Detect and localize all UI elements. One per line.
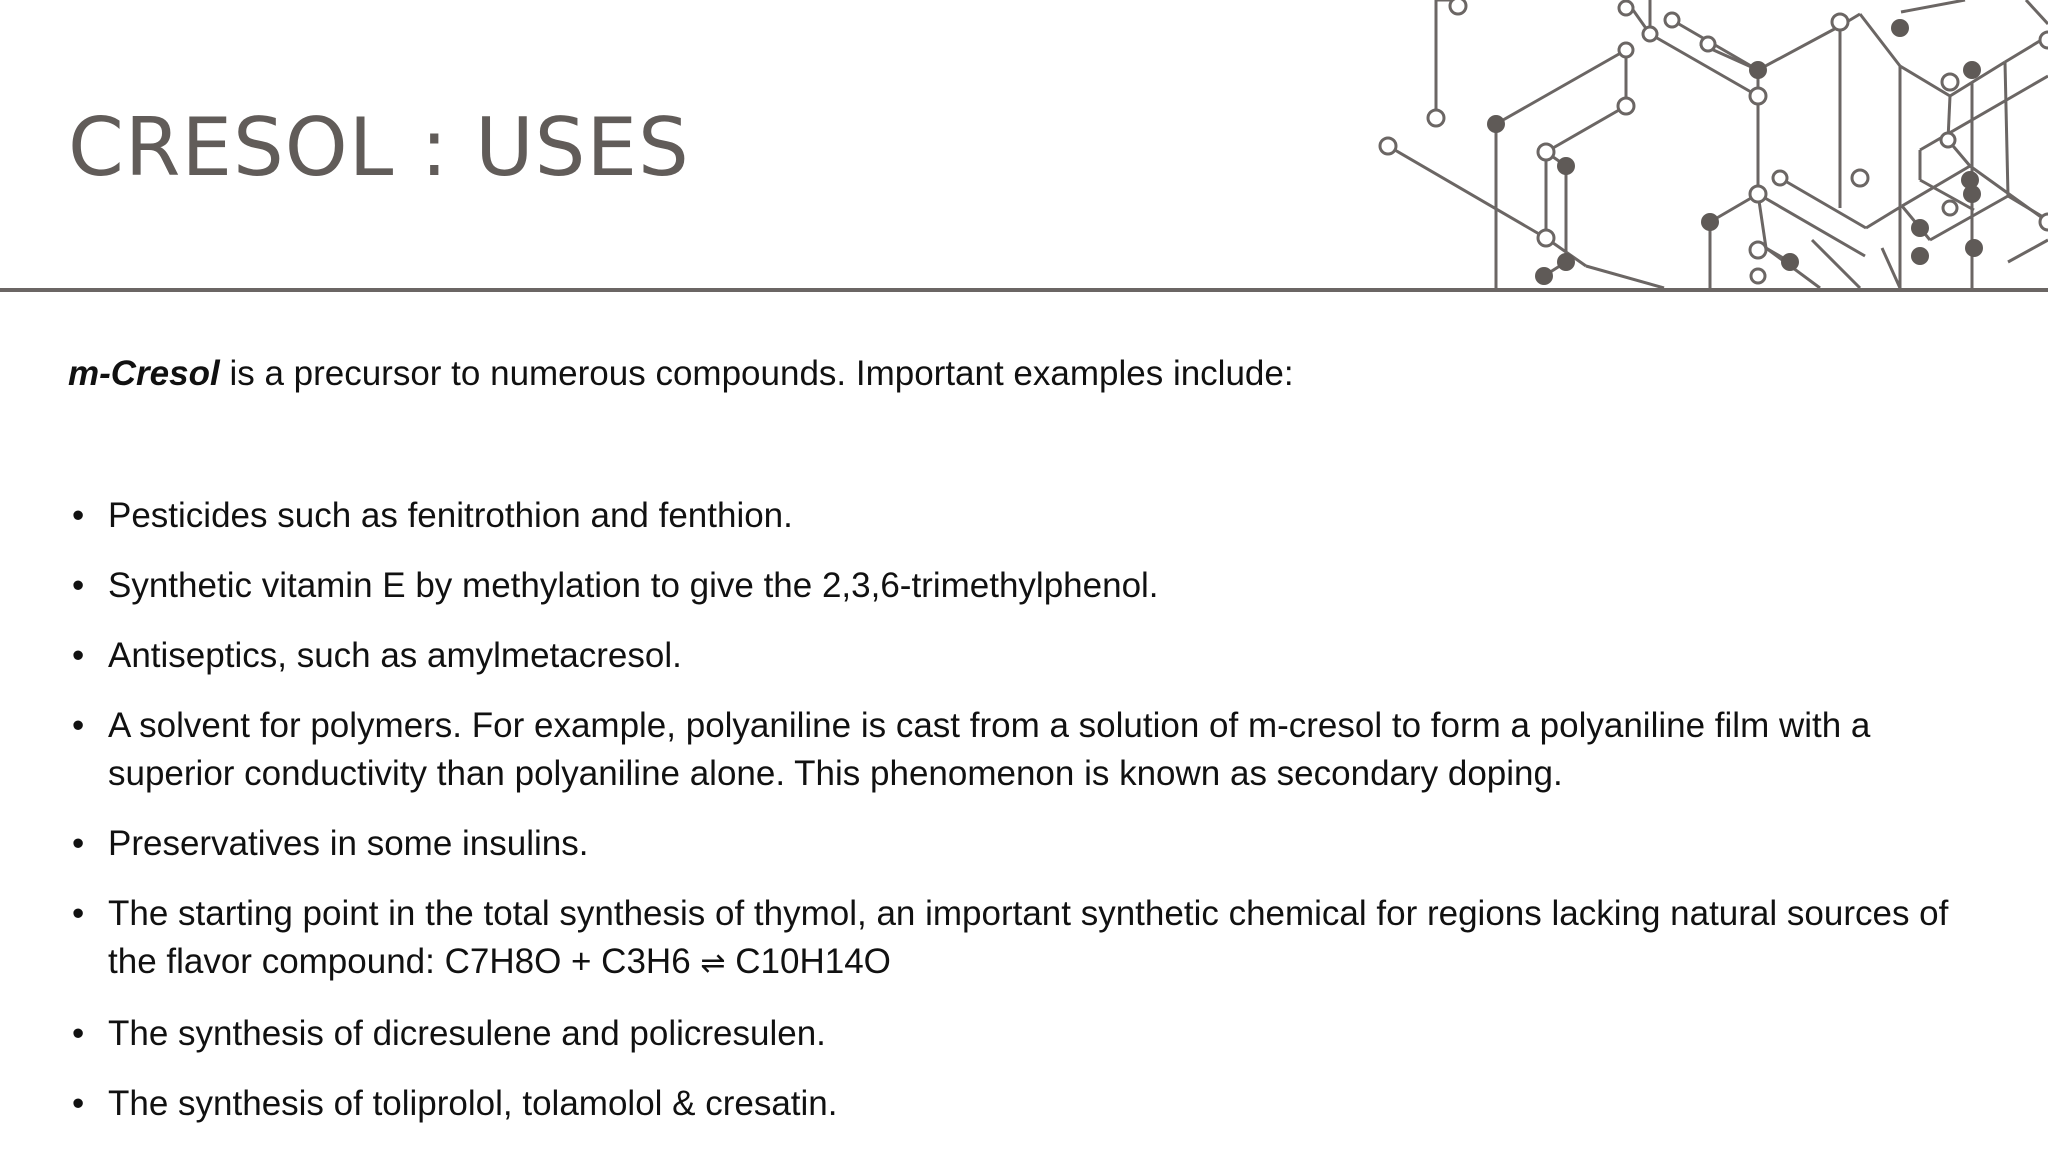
slide-body [68,350,1988,1123]
uses-list [68,492,1988,1150]
bullet-dot: • [72,566,85,605]
list-item-text: Antiseptics, such as amylmetacresol. [108,636,682,675]
bullet-dot: • [72,1084,85,1123]
bullet-dot: • [72,1014,85,1053]
bullet-dot: • [72,636,85,675]
list-item [68,492,1988,540]
thymol-text-before: The starting point in the total synthesis of thymol, an important synthetic chemical for regions lacking natural sources of the flavor compound: C7H8O + C3H6 [108,894,1949,981]
list-item [68,890,1988,988]
list-item-text: Pesticides such as fenitrothion and fenthion. [108,496,793,535]
intro-emphasis: m-Cresol [68,354,220,393]
list-item [68,562,1988,610]
list-item-text-thymol [108,894,1948,981]
list-item [68,632,1988,680]
list-item-text: Synthetic vitamin E by methylation to give the 2,3,6-trimethylphenol. [108,566,1159,605]
slide-title: CRESOL : USES [68,101,690,194]
molecule-network-graphic [1360,0,2048,288]
equilibrium-arrow-icon: ⇌ [700,947,726,980]
title-divider [0,288,2048,292]
intro-text [68,350,1988,398]
thymol-text-after: C10H14O [725,942,891,981]
list-item-text: A solvent for polymers. For example, polyaniline is cast from a solution of m-cresol to form a polyaniline film with a superior conductivity than polyaniline alone. This phenomenon is known as secondary doping. [108,706,1871,793]
bullet-dot: • [72,496,85,535]
list-item [68,1080,1988,1128]
list-item-text: The synthesis of toliprolol, tolamolol & cresatin. [108,1084,838,1123]
list-item [68,1010,1988,1058]
bullet-dot: • [72,706,85,745]
list-item [68,820,1988,868]
list-item-text: The synthesis of dicresulene and policresulen. [108,1014,826,1053]
list-item-text: Preservatives in some insulins. [108,824,589,863]
intro-rest: is a precursor to numerous compounds. Important examples include: [219,354,1294,393]
bullet-dot: • [72,824,85,863]
list-item [68,702,1988,798]
bullet-dot: • [72,894,85,933]
